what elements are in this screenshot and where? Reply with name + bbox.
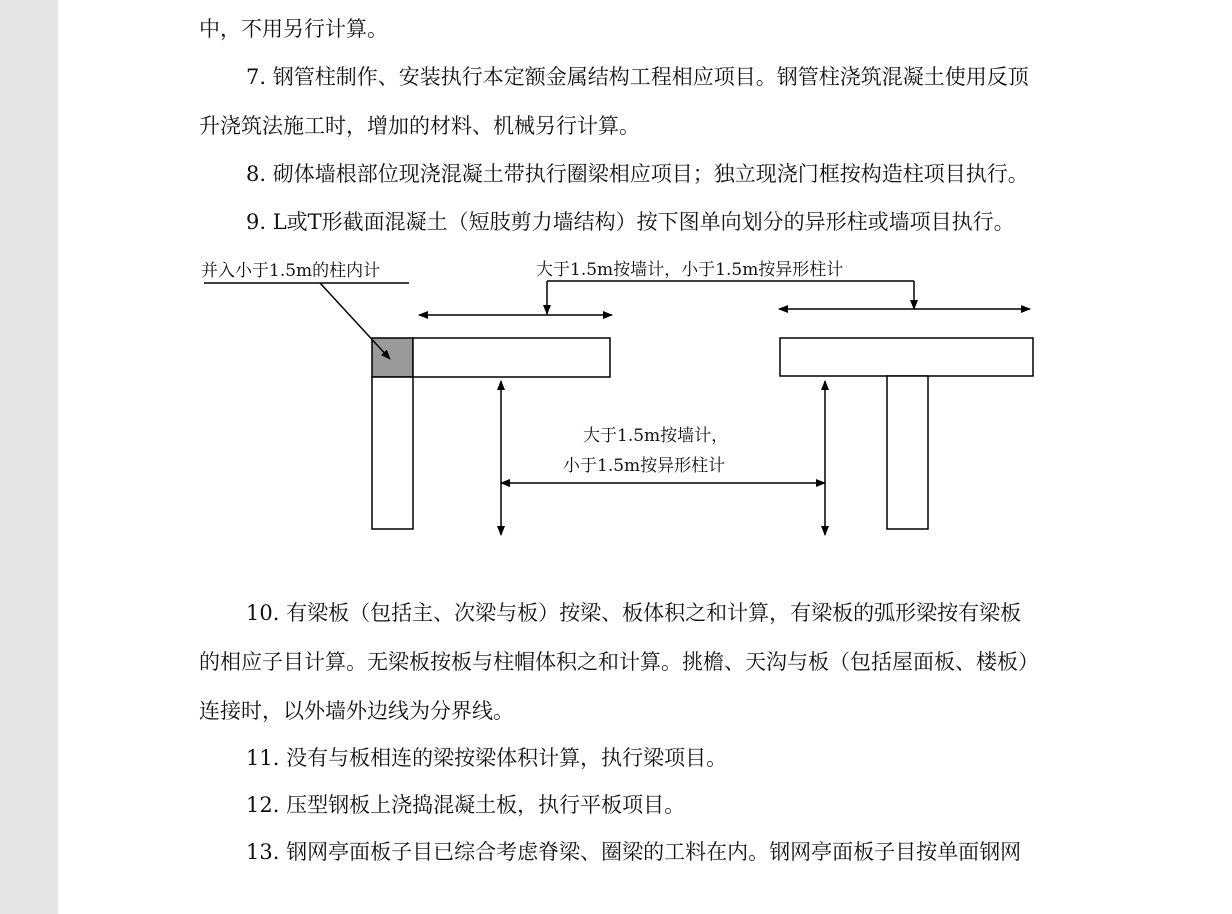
t-shape-web [887, 376, 928, 529]
corner-pointer-arrow [320, 283, 390, 359]
paragraph-line: 升浇筑法施工时，增加的材料、机械另行计算。 [199, 114, 640, 138]
l-shape-corner [372, 338, 413, 377]
paragraph-9: 9. L或T形截面混凝土（短肢剪力墙结构）按下图单向划分的异形柱或墙项目执行。 [246, 210, 1015, 234]
l-shape-flange [413, 338, 610, 377]
middle-label-line-2: 小于1.5m按异形柱计 [563, 456, 726, 476]
paragraph-11: 11. 没有与板相连的梁按梁体积计算，执行梁项目。 [246, 746, 728, 770]
paragraph-8: 8. 砌体墙根部位现浇混凝土带执行圈梁相应项目；独立现浇门框按构造柱项目执行。 [246, 162, 1029, 186]
paragraph-line: 的相应子目计算。无梁板按板与柱帽体积之和计算。挑檐、天沟与板（包括屋面板、楼板） [199, 650, 1039, 674]
paragraph-13: 13. 钢网亭面板子目已综合考虑脊梁、圈梁的工料在内。钢网亭面板子目按单面钢网 [246, 840, 1022, 864]
top-label: 大于1.5m按墙计，小于1.5m按异形柱计 [536, 260, 844, 280]
l-shape-web [372, 377, 413, 529]
paragraph-12: 12. 压型钢板上浇捣混凝土板，执行平板项目。 [246, 793, 686, 817]
t-shape-flange [780, 338, 1033, 376]
middle-label-line-1: 大于1.5m按墙计， [583, 426, 729, 446]
paragraph-10: 10. 有梁板（包括主、次梁与板）按梁、板体积之和计算，有梁板的弧形梁按有梁板 [246, 601, 1022, 625]
paragraph-line: 中，不用另行计算。 [199, 17, 388, 41]
paragraph-line: 连接时，以外墙外边线为分界线。 [199, 699, 514, 723]
corner-label: 并入小于1.5m的柱内计 [201, 261, 381, 281]
paragraph-7: 7. 钢管柱制作、安装执行本定额金属结构工程相应项目。钢管柱浇筑混凝土使用反顶 [246, 65, 1029, 89]
